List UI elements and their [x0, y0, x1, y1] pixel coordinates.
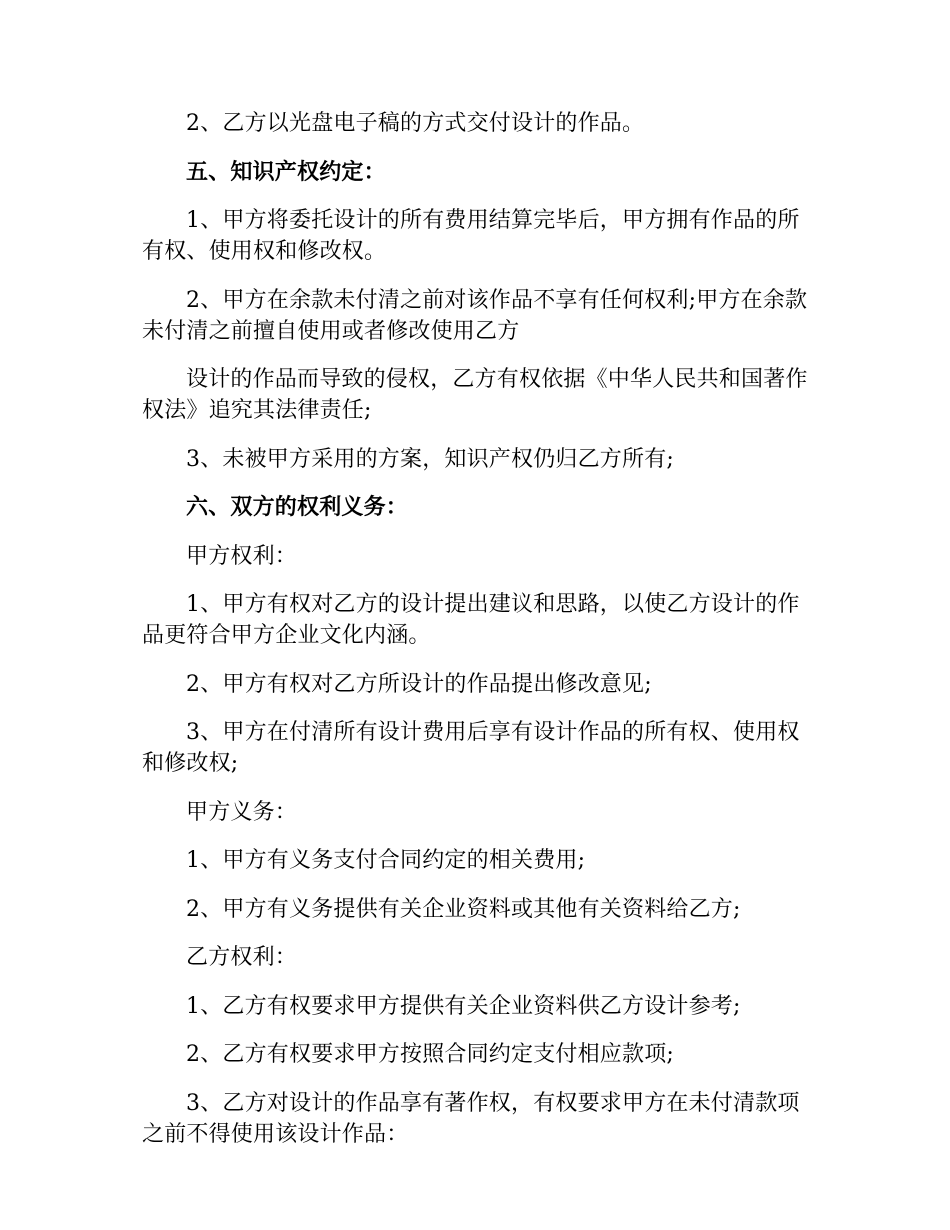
subheading-party-b-rights: 乙方权利：: [186, 945, 298, 970]
subheading-party-a-rights: 甲方权利：: [186, 543, 298, 569]
paragraph-b-rights-2: 2、乙方有权要求甲方按照合同约定支付相应款项;: [186, 1042, 675, 1067]
paragraph-a-duties-1: 1、甲方有义务支付合同约定的相关费用;: [186, 848, 586, 873]
subheading-party-a-duties: 甲方义务：: [186, 799, 298, 825]
section-heading-rights: 六、双方的权利义务：: [186, 495, 409, 520]
paragraph-ip-3: 3、未被甲方采用的方案，知识产权仍归乙方所有;: [186, 446, 675, 472]
paragraph-ip-1: 1、甲方将委托设计的所有费用结算完毕后，甲方拥有作品的所有权、使用权和修改权。: [142, 208, 800, 264]
paragraph-ip-2: 2、甲方在余款未付清之前对该作品不享有任何权利;甲方在余款未付清之前擅自使用或者修改使用乙方: [142, 287, 808, 344]
paragraph-b-rights-1: 1、乙方有权要求甲方提供有关企业资料供乙方设计参考;: [186, 993, 741, 1019]
paragraph-a-rights-3: 3、甲方在付清所有设计费用后享有设计作品的所有权、使用权和修改权;: [142, 720, 800, 776]
document-page: [142, 108, 810, 1167]
paragraph-b-rights-3: 3、乙方对设计的作品享有著作权，有权要求甲方在未付清款项之前不得使用该设计作品：: [142, 1090, 800, 1147]
paragraph-a-rights-2: 2、甲方有权对乙方所设计的作品提出修改意见;: [186, 671, 652, 697]
paragraph-a-rights-1: 1、甲方有权对乙方的设计提出建议和思路，以使乙方设计的作品更符合甲方企业文化内涵。: [142, 592, 800, 648]
section-heading-ip: 五、知识产权约定：: [186, 159, 386, 185]
paragraph-delivery-method: 2、乙方以光盘电子稿的方式交付设计的作品。: [186, 111, 645, 136]
paragraph-ip-2-cont: 设计的作品而导致的侵权，乙方有权依据《中华人民共和国著作权法》追究其法律责任;: [142, 367, 808, 423]
paragraph-a-duties-2: 2、甲方有义务提供有关企业资料或其他有关资料给乙方;: [186, 896, 741, 922]
